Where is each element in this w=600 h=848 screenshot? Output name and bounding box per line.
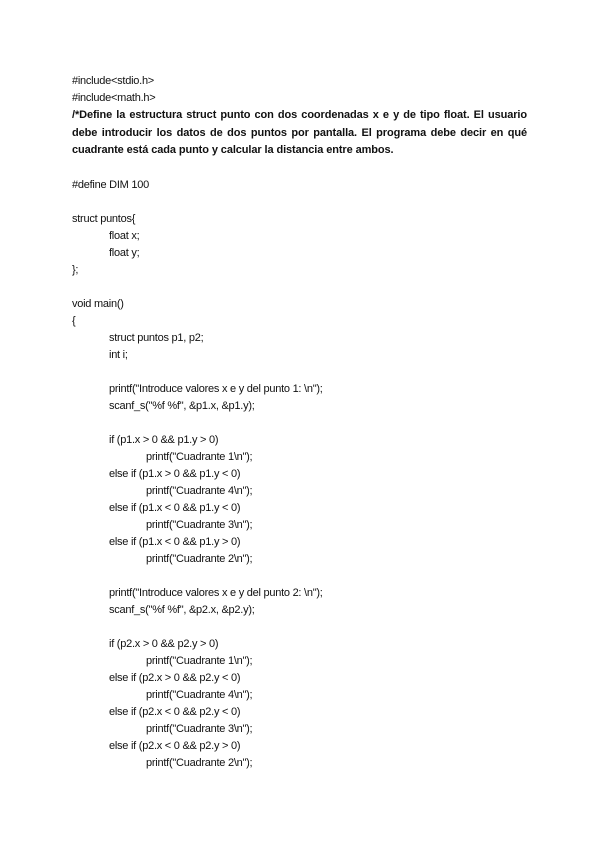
prompt-point-1: printf("Introduce valores x e y del punto 1: \n"); bbox=[109, 382, 323, 395]
condition-test: else if (p2.x < 0 && p2.y > 0) bbox=[109, 739, 241, 752]
blank-line bbox=[72, 568, 527, 585]
condition-action: printf("Cuadrante 1\n"); bbox=[146, 450, 253, 463]
condition-test: else if (p2.x > 0 && p2.y < 0) bbox=[109, 671, 241, 684]
condition-test: else if (p1.x < 0 && p1.y < 0) bbox=[109, 501, 241, 514]
condition-test: else if (p1.x < 0 && p1.y > 0) bbox=[109, 535, 241, 548]
scan-point-1: scanf_s("%f %f", &p1.x, &p1.y); bbox=[109, 399, 255, 412]
include-stdio: #include<stdio.h> bbox=[72, 75, 154, 87]
condition-test: if (p2.x > 0 && p2.y > 0) bbox=[109, 637, 219, 650]
blank-line bbox=[72, 415, 527, 432]
blank-line bbox=[72, 279, 527, 296]
declaration-int: int i; bbox=[109, 348, 128, 361]
condition-action: printf("Cuadrante 2\n"); bbox=[146, 552, 253, 565]
code-listing bbox=[72, 73, 527, 772]
declaration-points: struct puntos p1, p2; bbox=[109, 331, 204, 344]
define-directive: #define DIM 100 bbox=[72, 178, 149, 191]
include-math: #include<math.h> bbox=[72, 92, 156, 104]
blank-line bbox=[72, 619, 527, 636]
struct-field-x: float x; bbox=[109, 229, 140, 242]
main-open-brace: { bbox=[72, 314, 76, 327]
main-signature: void main() bbox=[72, 297, 124, 310]
condition-action: printf("Cuadrante 3\n"); bbox=[146, 722, 253, 735]
condition-test: else if (p1.x > 0 && p1.y < 0) bbox=[109, 467, 241, 480]
condition-action: printf("Cuadrante 2\n"); bbox=[146, 756, 253, 769]
blank-line bbox=[72, 364, 527, 381]
condition-action: printf("Cuadrante 1\n"); bbox=[146, 654, 253, 667]
condition-action: printf("Cuadrante 3\n"); bbox=[146, 518, 253, 531]
scan-point-2: scanf_s("%f %f", &p2.x, &p2.y); bbox=[109, 603, 255, 616]
task-description-comment: /*Define la estructura struct punto con dos coordenadas x e y de tipo float. El usuario debe introducir los datos de dos puntos por pantalla. El programa debe decir en qué cuadrante está cada punto y calcular la distancia entre ambos. bbox=[72, 109, 527, 156]
condition-action: printf("Cuadrante 4\n"); bbox=[146, 688, 253, 701]
struct-field-y: float y; bbox=[109, 246, 140, 259]
condition-test: else if (p2.x < 0 && p2.y < 0) bbox=[109, 705, 241, 718]
prompt-point-2: printf("Introduce valores x e y del punto 2: \n"); bbox=[109, 586, 323, 599]
struct-close: }; bbox=[72, 263, 79, 276]
blank-line bbox=[72, 160, 527, 177]
condition-action: printf("Cuadrante 4\n"); bbox=[146, 484, 253, 497]
condition-test: if (p1.x > 0 && p1.y > 0) bbox=[109, 433, 219, 446]
struct-open: struct puntos{ bbox=[72, 212, 136, 225]
blank-line bbox=[72, 194, 527, 211]
